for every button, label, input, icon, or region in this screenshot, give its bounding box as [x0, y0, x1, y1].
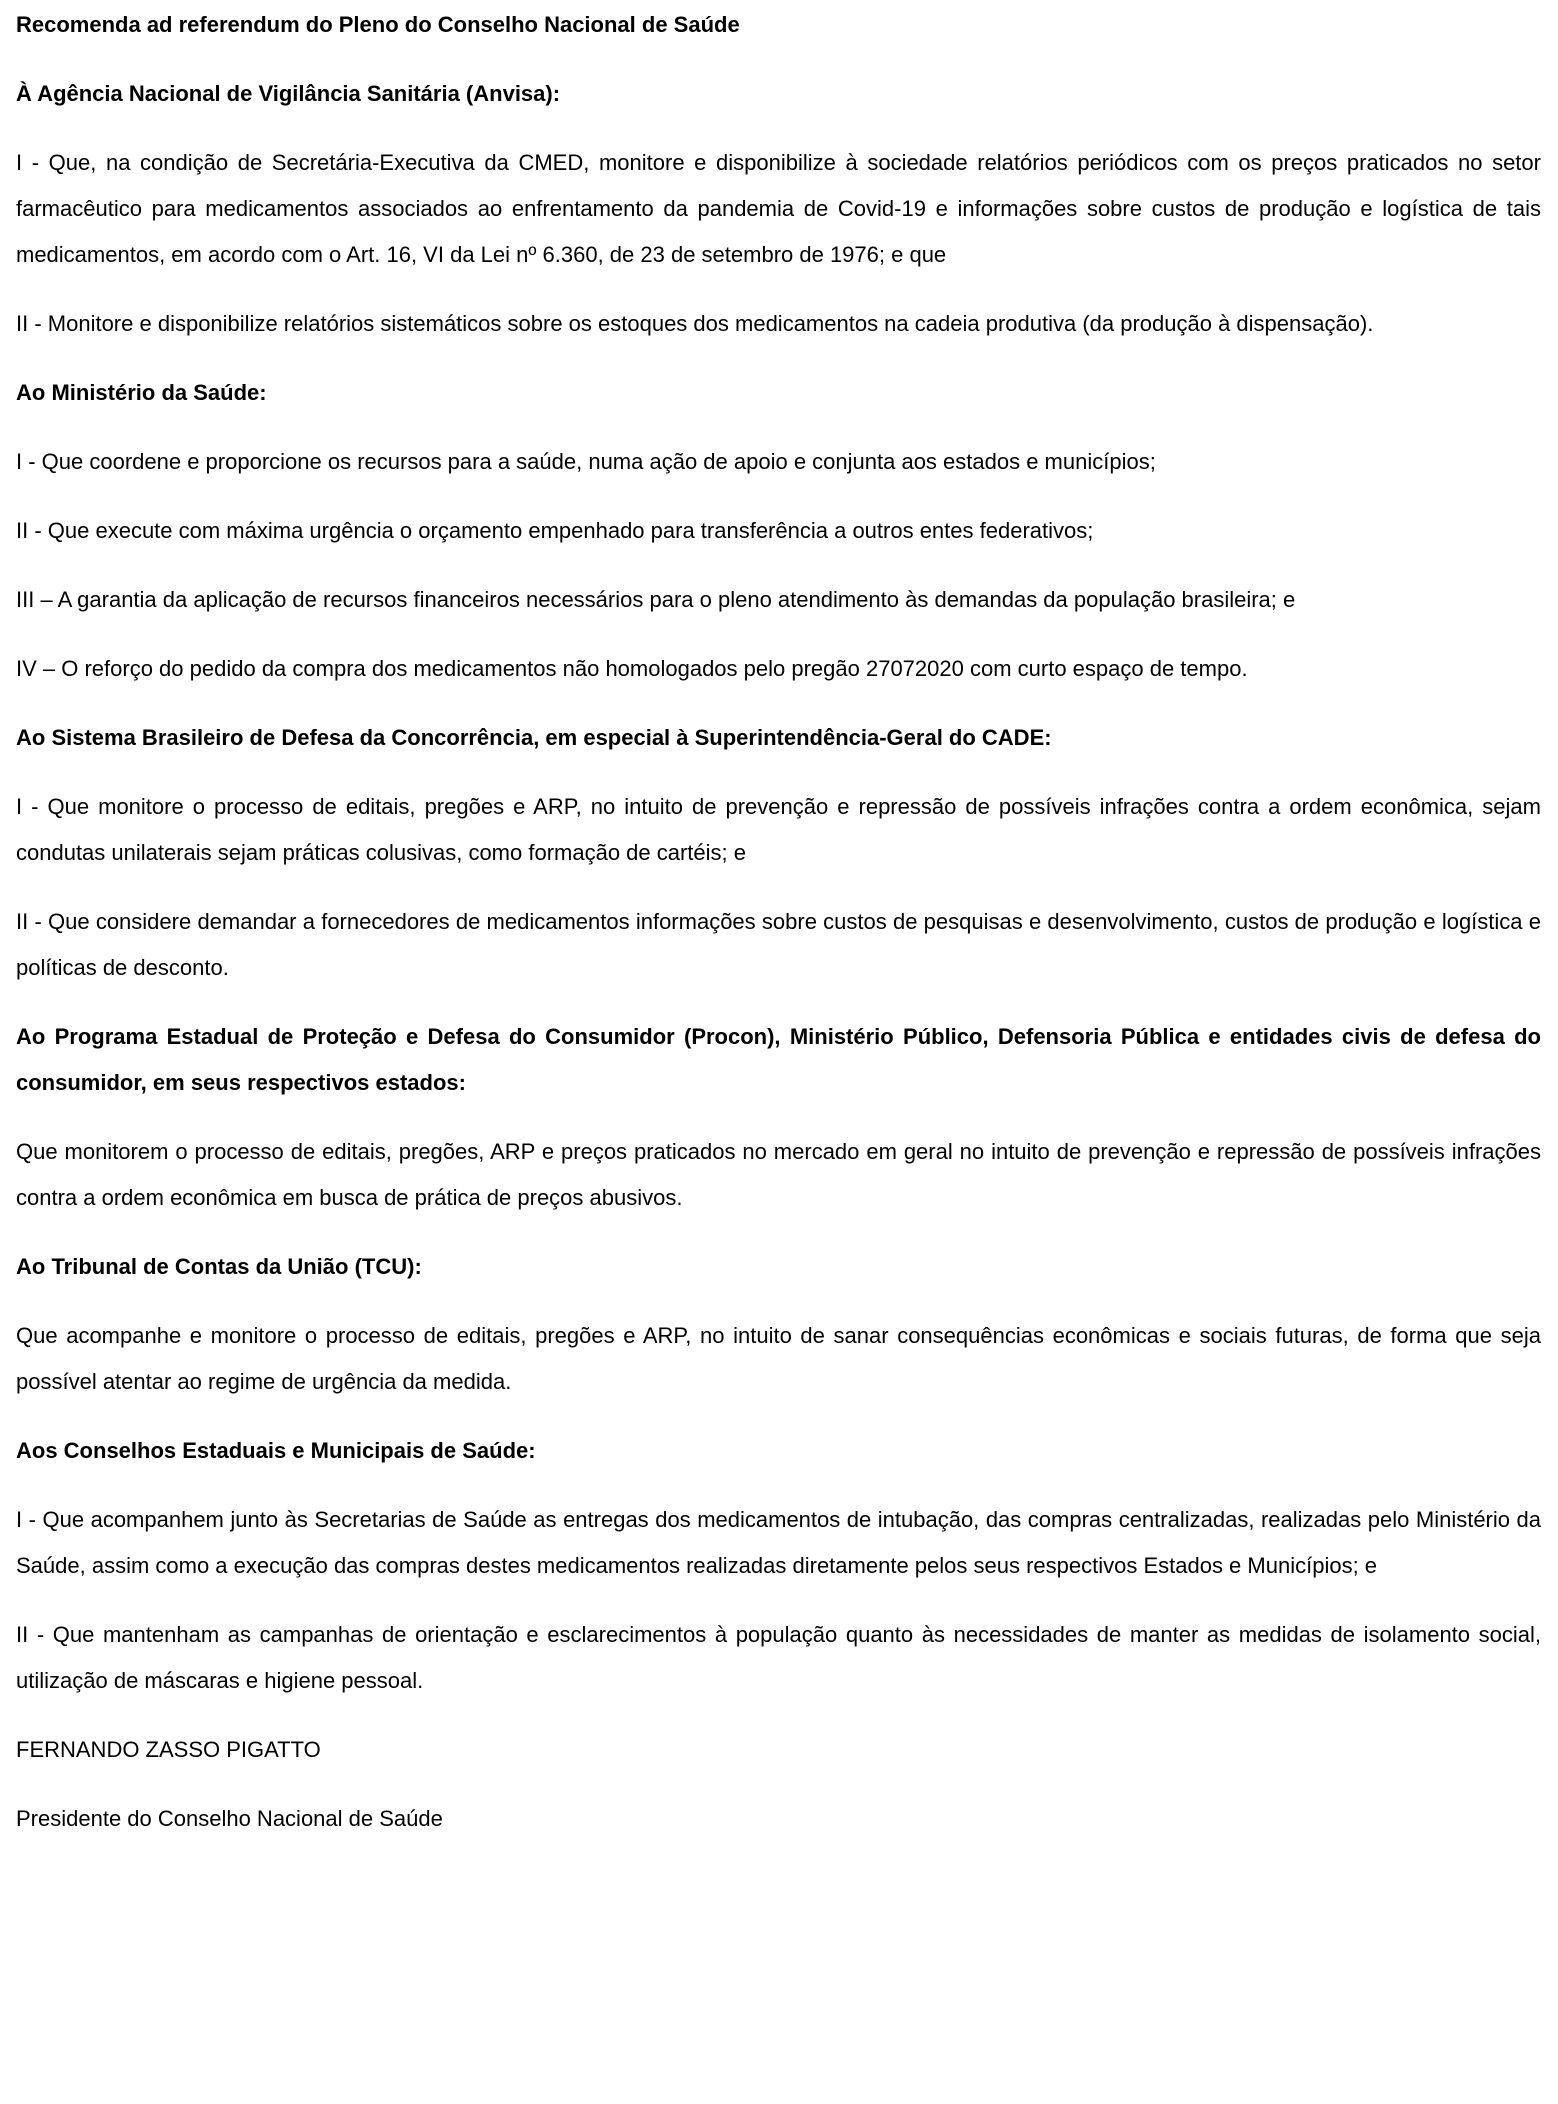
section-tcu: [16, 1244, 1541, 1405]
paragraph-ministerio-2: II - Que execute com máxima urgência o orçamento empenhado para transferência a outros entes federativos;: [16, 518, 1094, 543]
paragraph-anvisa-2: II - Monitore e disponibilize relatórios sistemáticos sobre os estoques dos medicamentos na cadeia produtiva (da produção à dispensação).: [16, 311, 1374, 336]
paragraph-ministerio-1: I - Que coordene e proporcione os recursos para a saúde, numa ação de apoio e conjunta aos estados e municípios;: [16, 449, 1156, 474]
section-anvisa-heading: À Agência Nacional de Vigilância Sanitária (Anvisa):: [16, 81, 561, 106]
section-procon-heading: Ao Programa Estadual de Proteção e Defesa do Consumidor (Procon), Ministério Público, Defensoria Pública e entidades civis de defesa do consumidor, em seus respectivos estados:: [16, 1024, 1541, 1095]
section-tcu-heading: Ao Tribunal de Contas da União (TCU):: [16, 1254, 422, 1279]
section-ministerio-saude: [16, 370, 1541, 692]
signature-block: [16, 1727, 1541, 1842]
section-conselhos: [16, 1428, 1541, 1704]
section-procon: [16, 1014, 1541, 1221]
paragraph-cade-2: II - Que considere demandar a fornecedores de medicamentos informações sobre custos de pesquisas e desenvolvimento, custos de produção e logística e políticas de desconto.: [16, 909, 1541, 980]
paragraph-anvisa-1: I - Que, na condição de Secretária-Executiva da CMED, monitore e disponibilize à sociedade relatórios periódicos com os preços praticados no setor farmacêutico para medicamentos associados ao enfrentamento da pandemia de Covid-19 e informações sobre custos de produção e logística de tais medicamentos, em acordo com o Art. 16, VI da Lei nº 6.360, de 23 de setembro de 1976; e que: [16, 150, 1541, 267]
section-cade: [16, 715, 1541, 991]
paragraph-ministerio-3: III – A garantia da aplicação de recursos financeiros necessários para o pleno atendimento às demandas da população brasileira; e: [16, 587, 1296, 612]
document-title: Recomenda ad referendum do Pleno do Conselho Nacional de Saúde: [16, 12, 740, 37]
paragraph-conselhos-2: II - Que mantenham as campanhas de orientação e esclarecimentos à população quanto às necessidades de manter as medidas de isolamento social, utilização de máscaras e higiene pessoal.: [16, 1622, 1541, 1693]
section-anvisa: [16, 71, 1541, 347]
signature-role: Presidente do Conselho Nacional de Saúde: [16, 1806, 443, 1831]
paragraph-procon-1: Que monitorem o processo de editais, pregões, ARP e preços praticados no mercado em geral no intuito de prevenção e repressão de possíveis infrações contra a ordem econômica em busca de prática de preços abusivos.: [16, 1139, 1541, 1210]
section-cade-heading: Ao Sistema Brasileiro de Defesa da Concorrência, em especial à Superintendência-Geral do CADE:: [16, 725, 1052, 750]
section-ministerio-saude-heading: Ao Ministério da Saúde:: [16, 380, 267, 405]
paragraph-tcu-1: Que acompanhe e monitore o processo de editais, pregões e ARP, no intuito de sanar consequências econômicas e sociais futuras, de forma que seja possível atentar ao regime de urgência da medida.: [16, 1323, 1541, 1394]
section-conselhos-heading: Aos Conselhos Estaduais e Municipais de Saúde:: [16, 1438, 536, 1463]
paragraph-ministerio-4: IV – O reforço do pedido da compra dos medicamentos não homologados pelo pregão 27072020 com curto espaço de tempo.: [16, 656, 1248, 681]
paragraph-cade-1: I - Que monitore o processo de editais, pregões e ARP, no intuito de prevenção e repressão de possíveis infrações contra a ordem econômica, sejam condutas unilaterais sejam práticas colusivas, como formação de cartéis; e: [16, 794, 1541, 865]
paragraph-conselhos-1: I - Que acompanhem junto às Secretarias de Saúde as entregas dos medicamentos de intubação, das compras centralizadas, realizadas pelo Ministério da Saúde, assim como a execução das compras destes medicamentos realizadas diretamente pelos seus respectivos Estados e Municípios; e: [16, 1507, 1541, 1578]
signature-name: FERNANDO ZASSO PIGATTO: [16, 1737, 321, 1762]
